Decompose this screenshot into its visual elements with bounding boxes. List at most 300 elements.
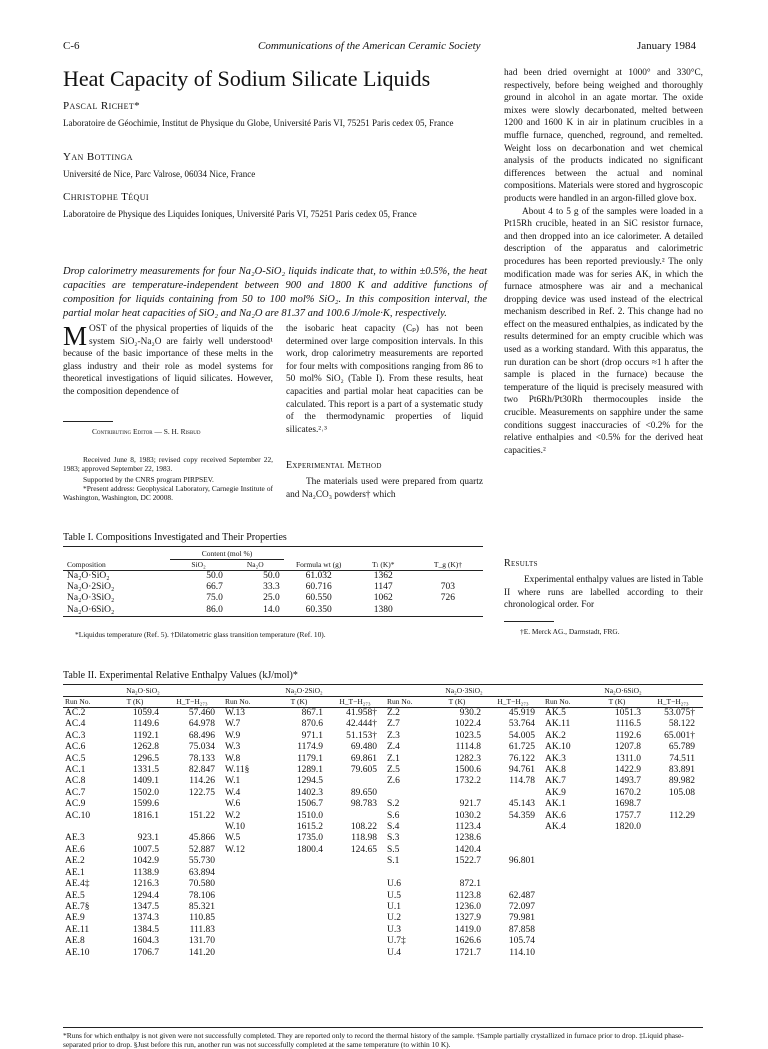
table-cell (273, 879, 325, 890)
table-cell (643, 948, 703, 959)
table-cell: 98.783 (350, 799, 377, 810)
table-cell: 1500.6 (454, 765, 481, 776)
table-cell: 1023.5 (454, 730, 481, 741)
table-cell: AE.10 (65, 947, 90, 958)
table-cell: 1800.4 (296, 844, 323, 855)
table-cell: AC.7 (65, 787, 86, 798)
table-cell: 921.7 (459, 799, 481, 810)
table-row (63, 879, 703, 890)
table-cell: AC.5 (65, 753, 86, 764)
table-cell: 1294.4 (132, 890, 159, 901)
table-cell: 1735.0 (296, 833, 323, 844)
table-cell: 1282.3 (454, 753, 481, 764)
table-cell (591, 913, 643, 924)
table-cell (161, 822, 223, 833)
table-row (63, 902, 703, 913)
table-cell: 33.3 (263, 582, 280, 593)
table-cell (273, 925, 325, 936)
table-cell: 1721.7 (454, 947, 481, 958)
table-cell (543, 845, 591, 856)
table-cell: 41.958† (346, 708, 377, 718)
table-cell: 870.6 (301, 719, 323, 730)
table-cell (273, 948, 325, 959)
table-cell: 45.919 (508, 708, 535, 718)
section-heading: Experimental Method (286, 460, 382, 471)
table-cell: AK.9 (545, 787, 566, 798)
table-row (63, 776, 703, 787)
table-cell: AK.1 (545, 799, 566, 810)
table-cell (643, 845, 703, 856)
author-affiliation: Laboratoire de Géochimie, Institut de Physique du Globe, Université Paris VI, 75251 Paris cedex 05, France (63, 118, 454, 128)
table-cell: 872.1 (459, 879, 481, 890)
table-cell (325, 936, 385, 947)
table-cell: 1502.0 (132, 787, 159, 798)
table2-footnote: *Runs for which enthalpy is not given were not successfully completed. They are reported only to record the thermal history of the sample. †Sample partially crystallized in furnace prior to drop. ‡Liquid phase-separated prior to drop. §Just before this run, another run was not successfully completed at the same temperature (to within 10 K). (63, 1031, 684, 1049)
table-row (63, 754, 703, 765)
table-cell: 1236.0 (454, 901, 481, 912)
table-cell: 923.1 (137, 833, 159, 844)
table-cell (643, 879, 703, 890)
table1 (63, 549, 483, 617)
table-cell (643, 799, 703, 810)
table-row (63, 913, 703, 924)
table-cell: 131.70 (188, 936, 215, 947)
body-column-3 (504, 67, 703, 457)
table-cell: 1147 (373, 582, 393, 593)
table-cell (543, 925, 591, 936)
table-cell (325, 948, 385, 959)
group-header: Na₂O·SiO₂ (63, 686, 223, 697)
table-cell (591, 833, 643, 844)
table-cell (223, 913, 273, 924)
table-cell: S.3 (387, 833, 400, 844)
table-cell: 1420.4 (454, 844, 481, 855)
table-cell: AK.11 (545, 719, 571, 730)
merck-footnote: †E. Merck AG., Darmstadt, FRG. (520, 627, 620, 636)
table-cell: 87.858 (508, 924, 535, 935)
table-row (63, 765, 703, 776)
table-cell: 1062 (373, 593, 393, 604)
table-cell: 1374.3 (132, 913, 159, 924)
table-cell: 1192.1 (133, 730, 159, 741)
author-affiliation: Université de Nice, Parc Valrose, 06034 Nice, France (63, 169, 256, 179)
table-cell: 45.866 (188, 833, 215, 844)
table-cell: 703 (440, 582, 456, 593)
table-cell: U.2 (387, 913, 401, 924)
table-cell (543, 936, 591, 947)
table-cell: 1149.6 (133, 719, 159, 730)
table-cell: W.13 (225, 708, 245, 718)
table-cell: 1422.9 (614, 765, 641, 776)
table-row (63, 708, 703, 720)
table-cell: 1522.7 (454, 856, 481, 867)
table-cell (325, 913, 385, 924)
table-cell (325, 891, 385, 902)
column-header: T (K) (290, 697, 308, 706)
table-cell (643, 856, 703, 867)
table-cell (591, 879, 643, 890)
table-cell: Na₂O·SiO₂ (67, 571, 110, 581)
table-cell: 61.725 (508, 742, 535, 753)
table-cell (643, 868, 703, 879)
table-cell: Z.6 (387, 776, 400, 787)
table-row (63, 593, 483, 604)
table-cell (325, 776, 385, 787)
table-cell: 78.133 (188, 753, 215, 764)
table-cell: 151.22 (188, 810, 215, 821)
table-row (63, 719, 703, 730)
column-header: SiO₂ (191, 560, 206, 569)
table-cell: 1289.1 (296, 765, 323, 776)
table-cell (325, 856, 385, 867)
column-header: T (K) (608, 697, 626, 706)
table-cell: 1114.8 (455, 742, 481, 753)
table-cell: 105.08 (668, 787, 695, 798)
table-cell: AC.8 (65, 776, 86, 787)
table-cell: Z.7 (387, 719, 400, 730)
table-cell (223, 936, 273, 947)
table-cell: W.12 (225, 844, 245, 855)
table-cell: 1174.9 (297, 742, 323, 753)
table-cell: 65.789 (668, 742, 695, 753)
issue-date: January 1984 (637, 40, 696, 52)
table-cell (223, 925, 273, 936)
table-cell: 54.005 (508, 730, 535, 741)
table-cell: 63.894 (188, 867, 215, 878)
table-cell (591, 902, 643, 913)
author-name: Yan Bottinga (63, 151, 133, 163)
table-cell: Z.2 (387, 708, 400, 718)
table-cell: 124.65 (350, 844, 377, 855)
table-cell (543, 868, 591, 879)
table-cell: 79.981 (508, 913, 535, 924)
table-row (63, 845, 703, 856)
table-cell: 75.0 (206, 593, 223, 604)
table-rule (63, 684, 703, 685)
table-cell: 14.0 (263, 604, 280, 615)
table-cell (543, 913, 591, 924)
table-cell: 1123.4 (455, 822, 481, 833)
table-cell: 50.0 (263, 571, 280, 581)
table-cell: Na₂O·3SiO₂ (67, 593, 115, 604)
table2 (63, 686, 703, 959)
table-cell: W.7 (225, 719, 241, 730)
table-row (63, 582, 483, 593)
table-cell: 58.122 (668, 719, 695, 730)
table-cell: 25.0 (263, 593, 280, 604)
table-cell: 86.0 (206, 604, 223, 615)
table-cell: 57.460 (188, 708, 215, 718)
table-cell (385, 788, 431, 799)
table-cell (591, 891, 643, 902)
table-cell: 65.001† (664, 730, 695, 741)
table-cell (223, 902, 273, 913)
table-cell: 1402.3 (296, 787, 323, 798)
table-cell: S.4 (387, 822, 400, 833)
table-cell (431, 788, 483, 799)
abstract: Drop calorimetry measurements for four Na₂O-SiO₂ liquids indicate that, to within ±0.5%, the heat capacities are temperature-independent between 900 and 1800 K and additive functions of composition for liquids containing from 50 to 100 mol% SiO₂. In this composition interval, the partial molar heat capacities of SiO₂ and Na₂O are 81.37 and 100.6 J/mole·K, respectively. (63, 266, 487, 319)
table-cell (483, 822, 543, 833)
table-cell: 105.74 (508, 936, 535, 947)
table-cell: 114.26 (189, 776, 215, 787)
table-cell: AE.7§ (65, 901, 90, 912)
paper-title: Heat Capacity of Sodium Silicate Liquids (63, 66, 431, 91)
table-cell: 1493.7 (614, 776, 641, 787)
table-cell: 111.83 (189, 924, 215, 935)
table-cell: 1030.2 (454, 810, 481, 821)
table-cell: 68.496 (188, 730, 215, 741)
table-cell (325, 879, 385, 890)
table-cell: W.6 (225, 799, 241, 810)
table-cell: 1510.0 (296, 810, 323, 821)
table-cell: AC.10 (65, 810, 91, 821)
column-header: T (K) (126, 697, 144, 706)
table-rule (63, 1027, 703, 1028)
table-cell: 79.605 (350, 765, 377, 776)
table-cell (63, 822, 109, 833)
table-cell (431, 868, 483, 879)
table1-footnote: *Liquidus temperature (Ref. 5). †Dilatometric glass transition temperature (Ref. 10). (75, 630, 326, 639)
table-cell: 971.1 (301, 730, 323, 741)
table-cell: 1123.8 (455, 890, 481, 901)
table-cell: 1327.9 (454, 913, 481, 924)
table-cell: 1409.1 (132, 776, 159, 787)
table-cell: W.10 (225, 822, 245, 833)
table-cell: 1311.0 (615, 753, 641, 764)
table-cell (483, 868, 543, 879)
table-cell: S.6 (387, 810, 400, 821)
table-cell: 50.0 (206, 571, 223, 581)
body-text: the isobaric heat capacity (Cₚ) has not been determined over large composition intervals. In this work, drop calorimetry measurements are reported for four melts with compositions ranging from 86 to 50 mol% SiO₂ (Table I). From these results, heat capacities and partial molar heat capacities can be calculated. This report is a part of a systematic study of the thermodynamic properties of liquid silicates.²˒³ (286, 324, 483, 435)
table-cell: Z.4 (387, 742, 400, 753)
column-header: Composition (67, 559, 106, 569)
table-cell (223, 879, 273, 890)
table-cell: AK.5 (545, 708, 566, 718)
column-header: H_T−H₂₇₃ (497, 697, 529, 706)
table-cell: AE.1 (65, 867, 85, 878)
table-cell (643, 833, 703, 844)
table-cell: 1604.3 (132, 936, 159, 947)
table-cell: 1116.5 (615, 719, 641, 730)
table-cell (543, 948, 591, 959)
table-cell: AK.6 (545, 810, 566, 821)
column-header: H_T−H₂₇₃ (176, 697, 208, 706)
table-cell: 76.122 (508, 753, 535, 764)
table-cell (273, 902, 325, 913)
table-cell: 141.20 (188, 947, 215, 958)
table-cell: 78.106 (188, 890, 215, 901)
table-cell: 1615.2 (296, 822, 323, 833)
table-cell: 89.982 (668, 776, 695, 787)
table-cell (325, 868, 385, 879)
table-cell: AC.4 (65, 719, 86, 730)
table1-caption: Table I. Compositions Investigated and Their Properties (63, 532, 287, 543)
table-cell: 51.153† (346, 730, 377, 741)
table2-caption: Table II. Experimental Relative Enthalpy Values (kJ/mol)* (63, 670, 298, 681)
table-cell (643, 902, 703, 913)
table-cell: AK.4 (545, 822, 566, 833)
table-cell (325, 811, 385, 822)
table-cell: 69.861 (350, 753, 377, 764)
table-cell (543, 856, 591, 867)
table-cell: 1670.2 (614, 787, 641, 798)
table-cell (223, 868, 273, 879)
author-name: Christophe Téqui (63, 191, 149, 203)
table-cell: 70.580 (188, 879, 215, 890)
table-cell (543, 902, 591, 913)
table-cell (543, 879, 591, 890)
method-text: The materials used were prepared from quartz and Na₂CO₃ powders† which (286, 477, 483, 500)
content-header: Content (mol %) (170, 549, 283, 560)
column-header: Run No. (545, 697, 571, 706)
table-cell: 1051.3 (614, 708, 641, 718)
table-cell: 85.321 (188, 901, 215, 912)
table-cell: 1138.9 (133, 867, 159, 878)
table-cell: 60.550 (305, 593, 332, 604)
table-cell: AE.8 (65, 936, 85, 947)
table-cell: 1059.4 (132, 708, 159, 718)
table-cell (109, 822, 161, 833)
table-row (63, 811, 703, 822)
table-cell: W.5 (225, 833, 241, 844)
table-cell: AK.3 (545, 753, 566, 764)
column-header: T_g (K)† (433, 559, 462, 569)
table-cell: AE.5 (65, 890, 85, 901)
table-cell: AC.2 (65, 708, 86, 718)
table-cell: AE.11 (65, 924, 90, 935)
table-cell: U.6 (387, 879, 401, 890)
table-cell: 1022.4 (454, 719, 481, 730)
table-cell: 1698.7 (614, 799, 641, 810)
table-cell: 62.487 (508, 890, 535, 901)
table-cell (591, 925, 643, 936)
table-cell: 1331.5 (132, 765, 159, 776)
table-cell: Z.3 (387, 730, 400, 741)
present-address-note: *Present address: Geophysical Laboratory, Carnegie Institute of Washington, Washington, DC 20008. (63, 484, 273, 503)
author-affiliation: Laboratoire de Physique des Liquides Ioniques, Université Paris VI, 75251 Paris cedex 05, France (63, 209, 417, 219)
table-cell: 1506.7 (296, 799, 323, 810)
table-cell: 55.730 (188, 856, 215, 867)
table-cell: U.3 (387, 924, 401, 935)
received-note: Received June 8, 1983; revised copy received September 22, 1983; approved September 22, 1983. (63, 455, 273, 474)
table-cell: 1599.6 (132, 799, 159, 810)
table-cell: AC.3 (65, 730, 86, 741)
table-cell: 1296.5 (132, 753, 159, 764)
table-row (63, 571, 483, 583)
table-cell: 54.359 (508, 810, 535, 821)
table-row (63, 925, 703, 936)
table-row (63, 799, 703, 810)
table-cell: 726 (440, 593, 456, 604)
table-row (63, 822, 703, 833)
table-cell: 61.032 (305, 571, 332, 581)
support-note: Supported by the CNRS program PIRPSEV. (83, 475, 214, 484)
table-cell: 94.761 (508, 765, 535, 776)
table-cell: 42.444† (346, 719, 377, 730)
table-cell: 1706.7 (132, 947, 159, 958)
table-cell (643, 822, 703, 833)
column-header: Run No. (225, 697, 251, 706)
table-cell: 1007.5 (132, 844, 159, 855)
table-cell: AE.3 (65, 833, 85, 844)
table-cell: 118.98 (351, 833, 377, 844)
table-cell (591, 948, 643, 959)
table-cell: 52.887 (188, 844, 215, 855)
table-cell: 66.7 (206, 582, 223, 593)
table-cell (273, 856, 325, 867)
table-cell: 1732.2 (454, 776, 481, 787)
body-text: had been dried overnight at 1000° and 330°C, respectively, before being weighed and thoroughly ground in alcohol in an agate mortar. The oxide mixes were slowly decarbonated, melted between 1200 and 1600 K in air in platinum crucibles in a muffle furnace, quenched, reground, and remelted. Weight loss on decarbonation and wet chemical analysis of the products indicated no significant differences between the actual and nominal compositions. Materials were stored and hygroscopic products were handled in an argon-filled glove box. (504, 68, 703, 204)
table-cell: 45.143 (508, 799, 535, 810)
body-column-2 (286, 323, 483, 436)
table-cell: 112.29 (669, 810, 695, 821)
journal-name: Communications of the American Ceramic Society (258, 40, 481, 52)
table-cell (223, 891, 273, 902)
table-cell (591, 868, 643, 879)
table-cell (273, 913, 325, 924)
table-rule (63, 546, 483, 547)
table-cell (543, 833, 591, 844)
column-header: H_T−H₂₇₃ (339, 697, 371, 706)
table-cell: 1238.6 (454, 833, 481, 844)
table-cell: AK.2 (545, 730, 566, 741)
table-cell: 1757.7 (614, 810, 641, 821)
table-cell: 72.097 (508, 901, 535, 912)
table-row (63, 948, 703, 959)
table-cell (273, 868, 325, 879)
column-header: Run No. (65, 697, 91, 706)
body-text: About 4 to 5 g of the samples were loaded in a Pt15Rh crucible, heated in an SiC resistor furnace, and then dropped into an ice calorimeter. A detailed description of the apparatus and calorimetric procedures has been reported previously.² The only modification made was for series AK, in which the furnace atmosphere was air and a mechanical dropping device was used instead of the electrical mechanism described in Ref. 2. This change had no effect on the measured enthalpies, as indicated by the results determined for an empty crucible which was used as a working standard. With this apparatus, the run duration can be short (drop occurs ≈1 h after the sample is placed in the furnace) because the temperature of the liquid is precisely measured with two Pt6Rh/Pt30Rh thermocouples inside the crucible. Measurements on sapphire under the same conditions suggest inaccuracies of <0.2% for the relative enthalpies and <0.5% for the derived heat capacities.² (504, 206, 703, 456)
table-cell: AC.9 (65, 799, 86, 810)
table-cell (483, 788, 543, 799)
table-cell: 1262.8 (132, 742, 159, 753)
table-cell: W.11§ (225, 765, 250, 776)
table-cell: 1820.0 (614, 822, 641, 833)
table-cell: AE.6 (65, 844, 85, 855)
table-row (63, 788, 703, 799)
contributing-editor: Contributing Editor — S. H. Risbud (92, 427, 201, 436)
table-cell (223, 948, 273, 959)
table-cell (385, 868, 431, 879)
table-cell: 1294.5 (296, 776, 323, 787)
column-header: Tₗ (K)* (372, 559, 395, 569)
table-cell: Na₂O·6SiO₂ (67, 604, 115, 615)
table-cell: AE.4‡ (65, 879, 90, 890)
author-name: Pascal Richet* (63, 100, 141, 112)
column-header: T (K) (448, 697, 466, 706)
table-cell (591, 856, 643, 867)
table-cell: 114.10 (509, 947, 535, 958)
intro-column (63, 323, 273, 399)
table-cell: 64.978 (188, 719, 215, 730)
table-cell (643, 925, 703, 936)
table-cell: U.4 (387, 947, 401, 958)
page-number: C-6 (63, 40, 80, 52)
table-cell: W.2 (225, 810, 241, 821)
table-cell: Z.1 (387, 753, 400, 764)
table-cell: 1042.9 (132, 856, 159, 867)
table-cell: 60.716 (305, 582, 332, 593)
table-cell: 122.75 (188, 787, 215, 798)
table-cell: 96.801 (508, 856, 535, 867)
column-header: H_T−H₂₇₃ (657, 697, 689, 706)
divider (63, 421, 113, 422)
table-cell: 1192.6 (615, 730, 641, 741)
table-cell: U.7‡ (387, 936, 406, 947)
table-row (63, 868, 703, 879)
table-cell: S.2 (387, 799, 400, 810)
table-cell: S.5 (387, 844, 400, 855)
